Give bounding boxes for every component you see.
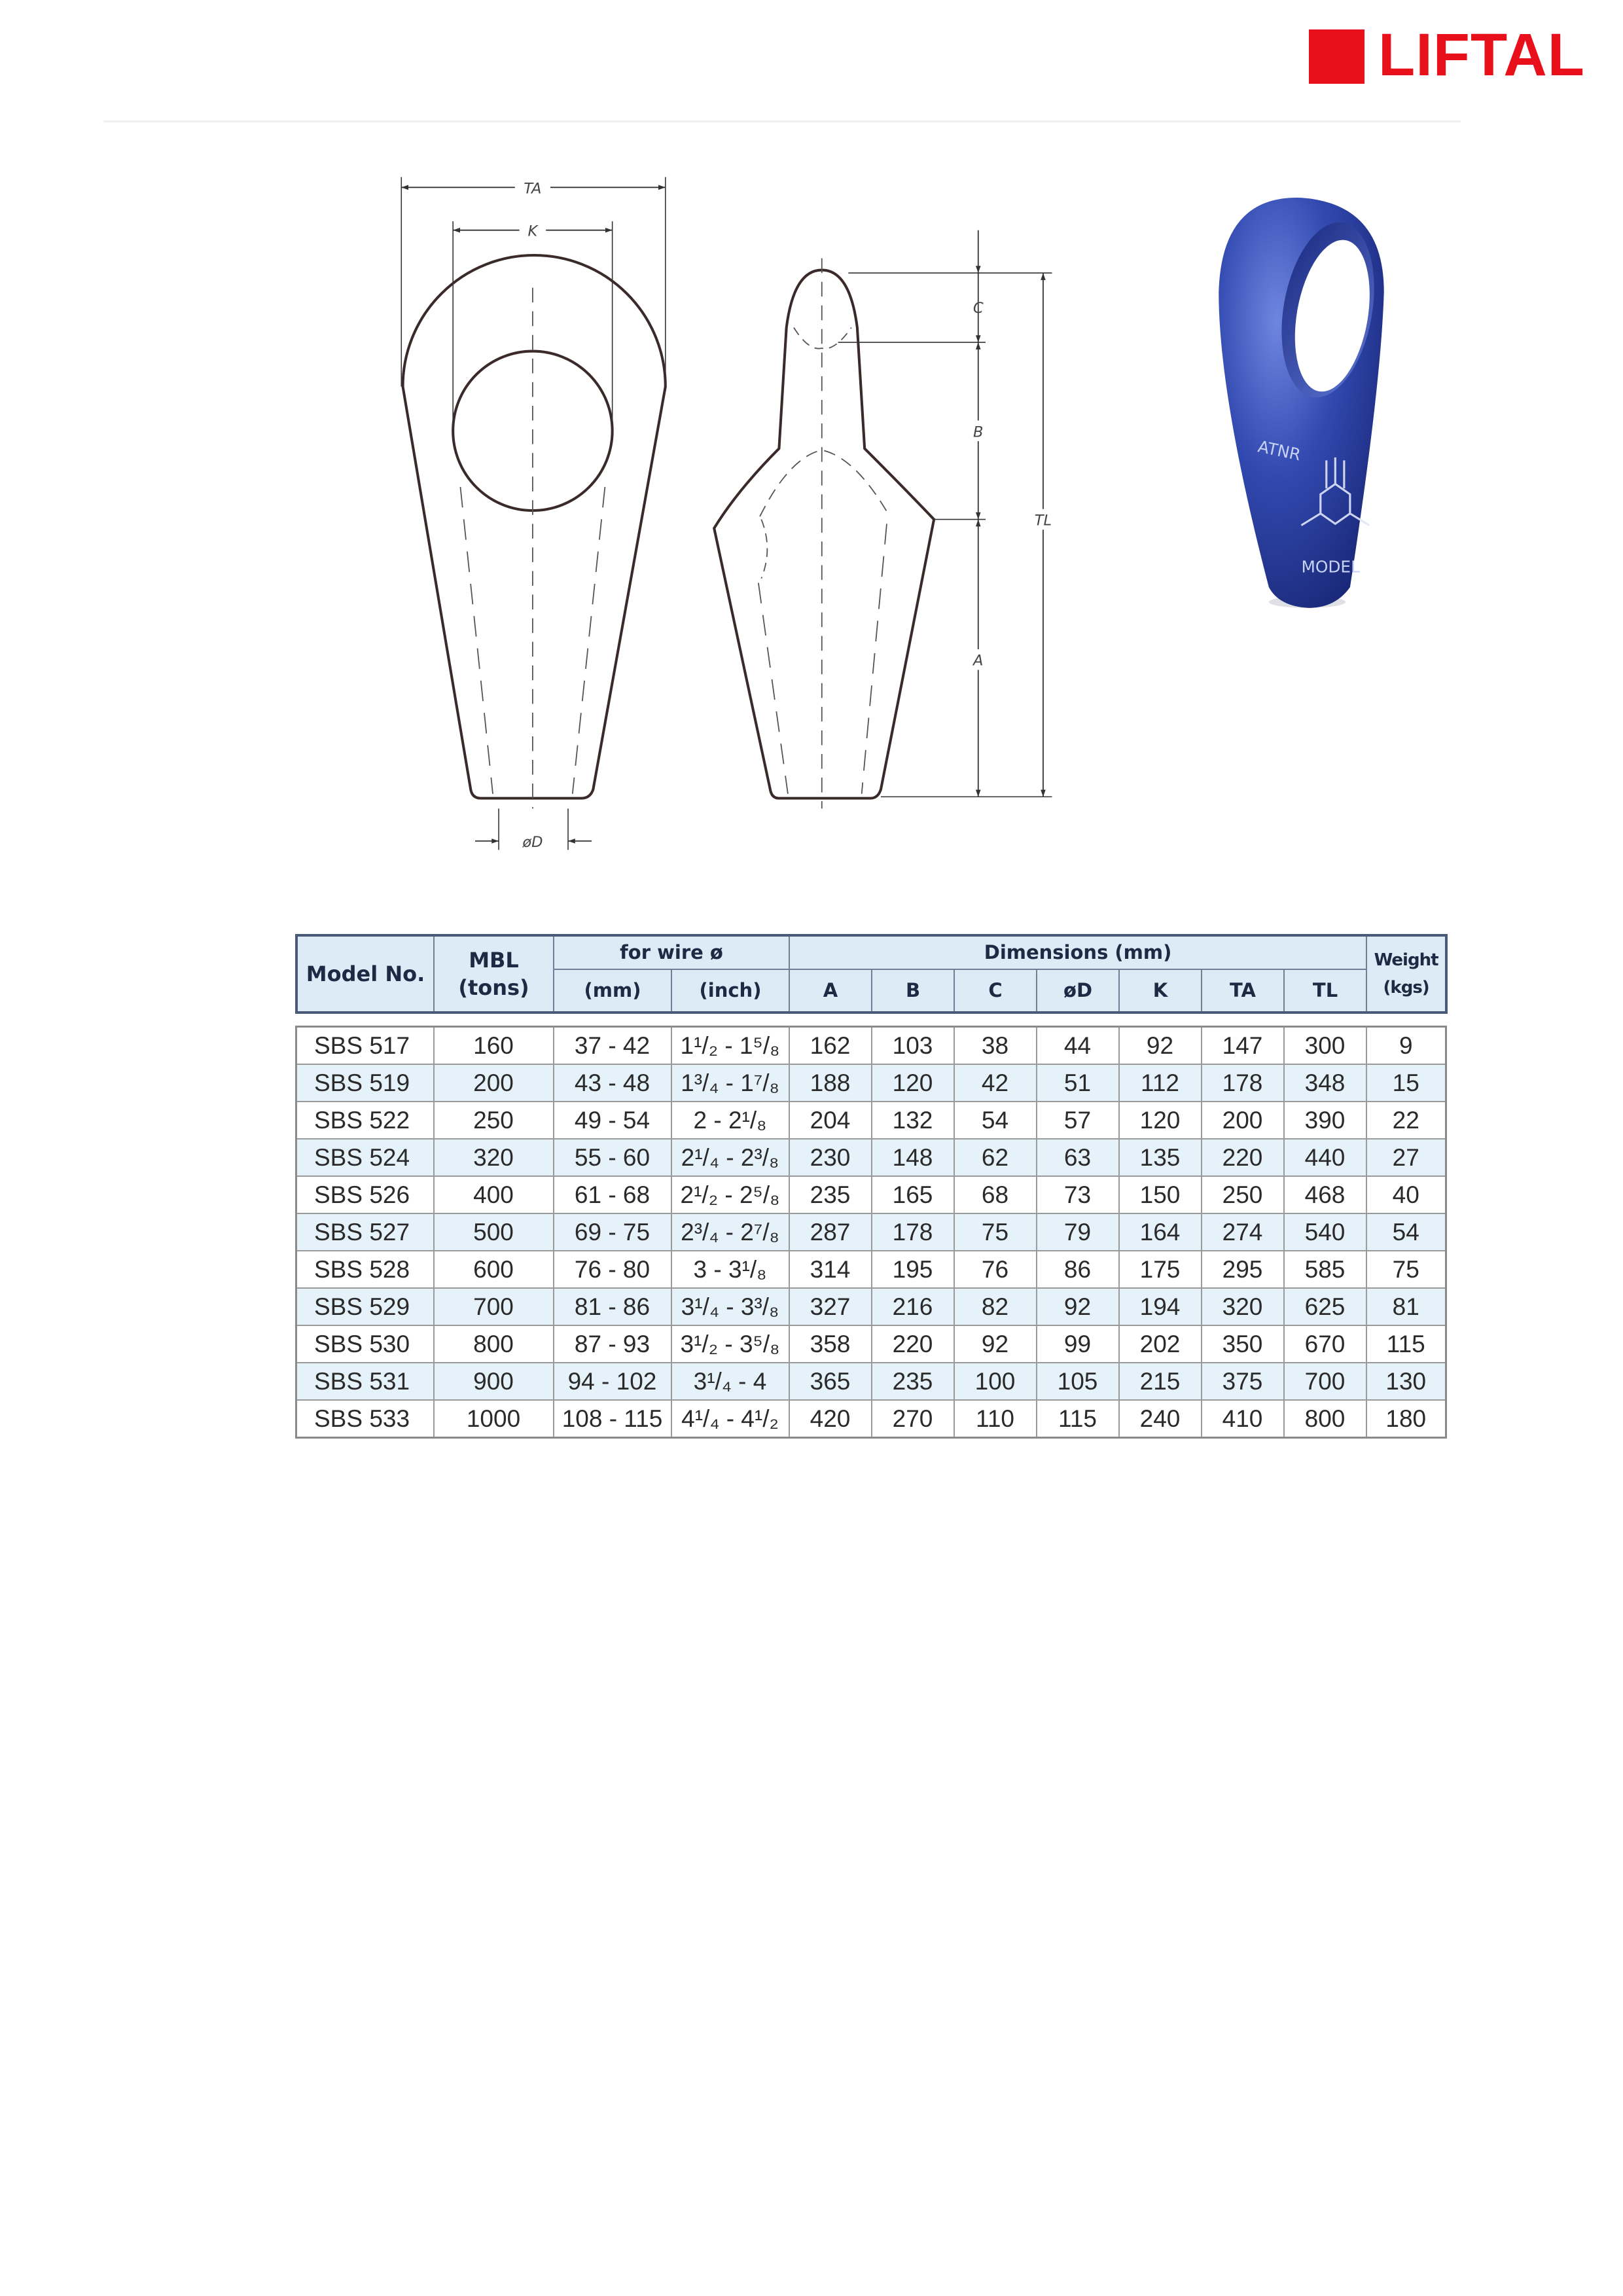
cell-wire-mm: 94 - 102 [554, 1363, 671, 1400]
logo-text: LIFTAL [1378, 22, 1585, 88]
cell-model-no: SBS 522 [296, 1102, 434, 1139]
cell-dim-a: 358 [789, 1325, 872, 1363]
cell-dim-d: 73 [1037, 1176, 1119, 1213]
cell-dim-tl: 700 [1284, 1363, 1366, 1400]
dimension-vertical [838, 230, 1055, 797]
cell-wire-inch: 4¹/₄ - 4¹/₂ [671, 1400, 789, 1438]
cell-weight: 115 [1366, 1325, 1446, 1363]
header-dimensions: Dimensions (mm) [789, 935, 1366, 969]
cell-mbl: 800 [434, 1325, 554, 1363]
cell-dim-tl: 300 [1284, 1027, 1366, 1065]
cell-dim-c: 75 [954, 1213, 1037, 1251]
dimension-d [475, 808, 592, 851]
table-row [296, 1363, 1446, 1400]
cell-weight: 75 [1366, 1251, 1446, 1288]
front-hidden-left [460, 487, 493, 794]
cell-wire-inch: 3 - 3¹/₈ [671, 1251, 789, 1288]
cell-dim-d: 105 [1037, 1363, 1119, 1400]
cell-wire-mm: 76 - 80 [554, 1251, 671, 1288]
cell-wire-mm: 108 - 115 [554, 1400, 671, 1438]
cell-weight: 81 [1366, 1288, 1446, 1325]
cell-dim-d: 115 [1037, 1400, 1119, 1438]
header-dim-k: K [1119, 969, 1202, 1013]
cell-model-no: SBS 530 [296, 1325, 434, 1363]
cell-weight: 40 [1366, 1176, 1446, 1213]
cell-wire-mm: 81 - 86 [554, 1288, 671, 1325]
cell-dim-b: 103 [872, 1027, 954, 1065]
cell-weight: 15 [1366, 1064, 1446, 1102]
cell-wire-mm: 55 - 60 [554, 1139, 671, 1176]
header-model-no: Model No. [296, 935, 434, 1013]
cell-dim-ta: 220 [1202, 1139, 1284, 1176]
cell-dim-c: 38 [954, 1027, 1037, 1065]
header-dim-tl: TL [1284, 969, 1366, 1013]
cell-dim-a: 188 [789, 1064, 872, 1102]
table-row [296, 1102, 1446, 1139]
cell-dim-k: 202 [1119, 1325, 1202, 1363]
cell-wire-mm: 69 - 75 [554, 1213, 671, 1251]
header-dim-c: C [954, 969, 1037, 1013]
table-row [296, 1027, 1446, 1065]
cell-weight: 22 [1366, 1102, 1446, 1139]
header-wire-mm: (mm) [554, 969, 671, 1013]
header-wire: for wire ø [554, 935, 789, 969]
cell-dim-k: 240 [1119, 1400, 1202, 1438]
cell-wire-inch: 3¹/₂ - 3⁵/₈ [671, 1325, 789, 1363]
cell-dim-ta: 350 [1202, 1325, 1284, 1363]
cell-dim-tl: 625 [1284, 1288, 1366, 1325]
cell-model-no: SBS 524 [296, 1139, 434, 1176]
cell-mbl: 600 [434, 1251, 554, 1288]
cell-weight: 54 [1366, 1213, 1446, 1251]
cell-dim-c: 76 [954, 1251, 1037, 1288]
ta-label: TA [524, 180, 542, 198]
front-outline [403, 255, 666, 798]
table-row [296, 1176, 1446, 1213]
cell-dim-tl: 670 [1284, 1325, 1366, 1363]
side-hidden-right [862, 524, 887, 794]
cell-dim-d: 79 [1037, 1213, 1119, 1251]
cell-model-no: SBS 527 [296, 1213, 434, 1251]
cell-model-no: SBS 519 [296, 1064, 434, 1102]
cell-model-no: SBS 529 [296, 1288, 434, 1325]
cell-model-no: SBS 517 [296, 1027, 434, 1065]
header-dim-ta: TA [1202, 969, 1284, 1013]
cell-dim-ta: 178 [1202, 1064, 1284, 1102]
cell-dim-ta: 410 [1202, 1400, 1284, 1438]
d-label: øD [522, 834, 543, 852]
product-photo [1219, 198, 1387, 608]
side-hidden-notch [761, 520, 767, 579]
spec-table-body [295, 1026, 1447, 1439]
cell-dim-k: 164 [1119, 1213, 1202, 1251]
cell-dim-b: 270 [872, 1400, 954, 1438]
cell-dim-ta: 200 [1202, 1102, 1284, 1139]
header-mbl [434, 935, 554, 1013]
cell-dim-b: 132 [872, 1102, 954, 1139]
cell-wire-mm: 49 - 54 [554, 1102, 671, 1139]
header-wire-inch: (inch) [671, 969, 789, 1013]
cell-weight: 9 [1366, 1027, 1446, 1065]
side-view [714, 259, 934, 809]
cell-wire-inch: 2 - 2¹/₈ [671, 1102, 789, 1139]
cell-model-no: SBS 526 [296, 1176, 434, 1213]
cell-dim-ta: 375 [1202, 1363, 1284, 1400]
header-weight-unit: (kgs) [1383, 978, 1429, 997]
cell-model-no: SBS 528 [296, 1251, 434, 1288]
cell-dim-k: 194 [1119, 1288, 1202, 1325]
cell-dim-tl: 468 [1284, 1176, 1366, 1213]
cell-dim-ta: 295 [1202, 1251, 1284, 1288]
technical-drawing [0, 0, 1623, 916]
cell-wire-mm: 37 - 42 [554, 1027, 671, 1065]
cell-dim-a: 314 [789, 1251, 872, 1288]
tl-label: TL [1034, 512, 1052, 529]
cell-mbl: 250 [434, 1102, 554, 1139]
cell-mbl: 1000 [434, 1400, 554, 1438]
cell-dim-k: 150 [1119, 1176, 1202, 1213]
cell-wire-mm: 61 - 68 [554, 1176, 671, 1213]
cell-dim-b: 220 [872, 1325, 954, 1363]
cell-dim-ta: 320 [1202, 1288, 1284, 1325]
cell-dim-d: 63 [1037, 1139, 1119, 1176]
cell-dim-ta: 274 [1202, 1213, 1284, 1251]
cell-dim-d: 51 [1037, 1064, 1119, 1102]
cell-dim-c: 82 [954, 1288, 1037, 1325]
spec-table-header [295, 934, 1448, 1014]
table-row [296, 1288, 1446, 1325]
table-row [296, 1213, 1446, 1251]
cell-dim-c: 68 [954, 1176, 1037, 1213]
header-weight [1366, 935, 1446, 1013]
cell-wire-inch: 3¹/₄ - 4 [671, 1363, 789, 1400]
cell-mbl: 700 [434, 1288, 554, 1325]
cell-dim-c: 100 [954, 1363, 1037, 1400]
cell-dim-d: 86 [1037, 1251, 1119, 1288]
cell-dim-tl: 800 [1284, 1400, 1366, 1438]
cell-wire-inch: 1¹/₂ - 1⁵/₈ [671, 1027, 789, 1065]
cell-dim-b: 195 [872, 1251, 954, 1288]
cell-dim-c: 110 [954, 1400, 1037, 1438]
cell-dim-b: 120 [872, 1064, 954, 1102]
cell-wire-mm: 43 - 48 [554, 1064, 671, 1102]
cell-dim-ta: 147 [1202, 1027, 1284, 1065]
cell-dim-d: 44 [1037, 1027, 1119, 1065]
cell-mbl: 320 [434, 1139, 554, 1176]
cell-model-no: SBS 531 [296, 1363, 434, 1400]
cell-dim-k: 135 [1119, 1139, 1202, 1176]
cell-dim-c: 54 [954, 1102, 1037, 1139]
cell-dim-a: 162 [789, 1027, 872, 1065]
table-row [296, 1325, 1446, 1363]
cell-dim-k: 215 [1119, 1363, 1202, 1400]
cell-dim-b: 148 [872, 1139, 954, 1176]
b-label: B [973, 423, 984, 441]
front-view [403, 255, 666, 808]
cell-dim-d: 99 [1037, 1325, 1119, 1363]
cell-dim-c: 62 [954, 1139, 1037, 1176]
cell-wire-inch: 3¹/₄ - 3³/₈ [671, 1288, 789, 1325]
header-mbl-label: MBL [469, 948, 519, 973]
cell-wire-inch: 2³/₄ - 2⁷/₈ [671, 1213, 789, 1251]
spec-rows [296, 1027, 1446, 1438]
cell-dim-tl: 348 [1284, 1064, 1366, 1102]
cell-wire-inch: 2¹/₄ - 2³/₈ [671, 1139, 789, 1176]
side-outline [714, 270, 934, 798]
cell-dim-d: 92 [1037, 1288, 1119, 1325]
cell-weight: 130 [1366, 1363, 1446, 1400]
cell-dim-b: 165 [872, 1176, 954, 1213]
cell-dim-a: 235 [789, 1176, 872, 1213]
cell-dim-c: 92 [954, 1325, 1037, 1363]
k-label: K [527, 223, 538, 240]
cell-dim-b: 235 [872, 1363, 954, 1400]
side-hidden-body [760, 450, 889, 516]
cell-wire-inch: 2¹/₂ - 2⁵/₈ [671, 1176, 789, 1213]
cell-dim-k: 112 [1119, 1064, 1202, 1102]
cell-dim-a: 204 [789, 1102, 872, 1139]
cell-dim-a: 365 [789, 1363, 872, 1400]
header-mbl-unit: (tons) [458, 975, 529, 1000]
table-row [296, 1251, 1446, 1288]
cell-dim-tl: 540 [1284, 1213, 1366, 1251]
cell-mbl: 500 [434, 1213, 554, 1251]
a-label: A [973, 652, 984, 670]
cell-dim-a: 327 [789, 1288, 872, 1325]
c-label: C [972, 299, 984, 317]
cell-wire-inch: 1³/₄ - 1⁷/₈ [671, 1064, 789, 1102]
cell-mbl: 400 [434, 1176, 554, 1213]
cell-dim-tl: 390 [1284, 1102, 1366, 1139]
cell-dim-k: 120 [1119, 1102, 1202, 1139]
table-row [296, 1064, 1446, 1102]
photo-mark-2: MODEL [1301, 557, 1360, 577]
cell-dim-a: 420 [789, 1400, 872, 1438]
photo-mark-1: ATNR [1256, 437, 1303, 465]
cell-wire-mm: 87 - 93 [554, 1325, 671, 1363]
cell-weight: 27 [1366, 1139, 1446, 1176]
cell-weight: 180 [1366, 1400, 1446, 1438]
cell-dim-a: 230 [789, 1139, 872, 1176]
cell-dim-c: 42 [954, 1064, 1037, 1102]
header-dim-b: B [872, 969, 954, 1013]
header-dim-d: øD [1037, 969, 1119, 1013]
cell-dim-a: 287 [789, 1213, 872, 1251]
cell-dim-d: 57 [1037, 1102, 1119, 1139]
cell-mbl: 160 [434, 1027, 554, 1065]
side-hidden-left [758, 583, 788, 793]
header-dim-a: A [789, 969, 872, 1013]
header-weight-label: Weight [1374, 950, 1438, 970]
cell-dim-b: 178 [872, 1213, 954, 1251]
cell-dim-tl: 585 [1284, 1251, 1366, 1288]
dimension-ta [401, 177, 666, 387]
table-row [296, 1139, 1446, 1176]
cell-dim-k: 175 [1119, 1251, 1202, 1288]
cell-dim-ta: 250 [1202, 1176, 1284, 1213]
cell-dim-tl: 440 [1284, 1139, 1366, 1176]
table-row [296, 1400, 1446, 1438]
cell-model-no: SBS 533 [296, 1400, 434, 1438]
side-hidden-top [794, 327, 851, 348]
cell-mbl: 900 [434, 1363, 554, 1400]
cell-mbl: 200 [434, 1064, 554, 1102]
cell-dim-k: 92 [1119, 1027, 1202, 1065]
cell-dim-b: 216 [872, 1288, 954, 1325]
